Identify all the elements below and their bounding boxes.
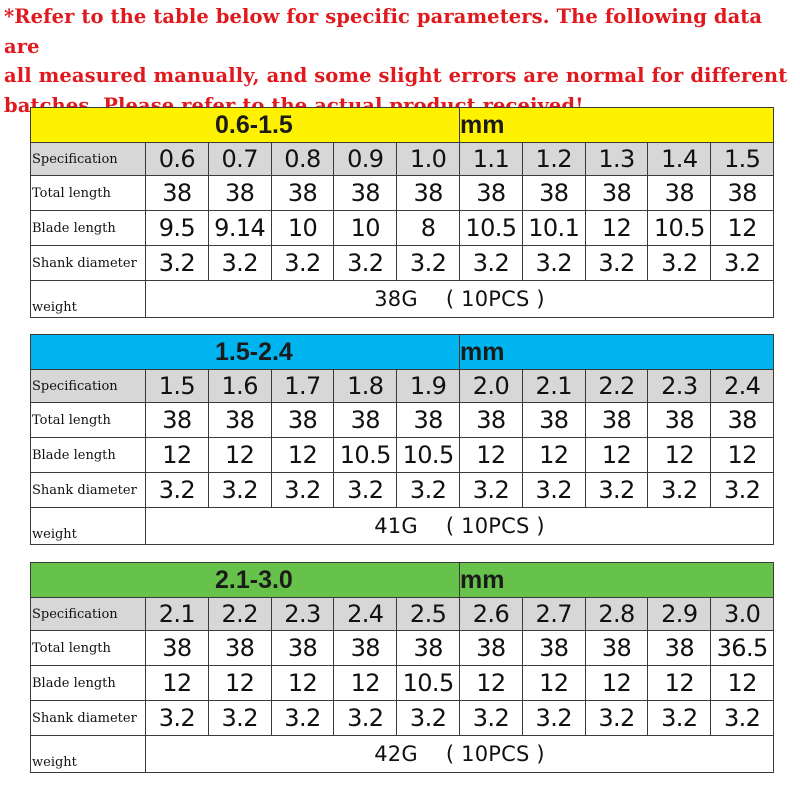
value-cell: 12 bbox=[334, 666, 397, 701]
size-range-title: 1.5-2.4 bbox=[31, 335, 460, 370]
value-cell: 38 bbox=[146, 403, 209, 438]
value-cell: 9.5 bbox=[146, 211, 209, 246]
value-cell: 38 bbox=[397, 631, 460, 666]
value-cell: 12 bbox=[711, 438, 774, 473]
row-label: Blade length bbox=[31, 666, 146, 701]
value-cell: 2.2 bbox=[208, 598, 271, 631]
value-cell: 2.4 bbox=[711, 370, 774, 403]
value-cell: 12 bbox=[522, 666, 585, 701]
value-cell: 2.6 bbox=[460, 598, 523, 631]
value-cell: 12 bbox=[711, 211, 774, 246]
value-cell: 3.2 bbox=[271, 246, 334, 281]
value-cell: 3.2 bbox=[397, 246, 460, 281]
value-cell: 10.5 bbox=[460, 211, 523, 246]
note-line-3: batches. Please refer to the actual product received! bbox=[4, 93, 584, 117]
value-cell: 12 bbox=[460, 438, 523, 473]
weight-row bbox=[31, 281, 774, 318]
value-cell: 3.2 bbox=[397, 701, 460, 736]
value-cell: 38 bbox=[271, 631, 334, 666]
row-label: weight bbox=[31, 736, 146, 773]
value-cell: 3.2 bbox=[711, 701, 774, 736]
value-cell: 3.2 bbox=[208, 701, 271, 736]
value-cell: 1.9 bbox=[397, 370, 460, 403]
blade-length-row bbox=[31, 666, 774, 701]
value-cell: 3.2 bbox=[585, 701, 648, 736]
value-cell: 3.2 bbox=[460, 701, 523, 736]
value-cell: 2.1 bbox=[522, 370, 585, 403]
value-cell: 2.2 bbox=[585, 370, 648, 403]
value-cell: 3.2 bbox=[711, 246, 774, 281]
piece-count: ( 10PCS ) bbox=[445, 287, 545, 311]
weight-value-cell bbox=[146, 736, 774, 773]
unit-label: mm bbox=[460, 108, 774, 143]
total-length-row bbox=[31, 176, 774, 211]
value-cell: 38 bbox=[648, 631, 711, 666]
spec-table-1 bbox=[30, 107, 774, 318]
weight-value: 41G bbox=[374, 514, 418, 538]
value-cell: 2.8 bbox=[585, 598, 648, 631]
size-range-title: 2.1-3.0 bbox=[31, 563, 460, 598]
value-cell: 8 bbox=[397, 211, 460, 246]
value-cell: 3.2 bbox=[146, 246, 209, 281]
row-label: Specification bbox=[31, 370, 146, 403]
piece-count: ( 10PCS ) bbox=[445, 742, 545, 766]
table-header-row bbox=[31, 563, 774, 598]
value-cell: 3.2 bbox=[648, 246, 711, 281]
weight-row bbox=[31, 508, 774, 545]
value-cell: 2.4 bbox=[334, 598, 397, 631]
value-cell: 10 bbox=[334, 211, 397, 246]
value-cell: 1.8 bbox=[334, 370, 397, 403]
row-label: Blade length bbox=[31, 438, 146, 473]
value-cell: 38 bbox=[397, 176, 460, 211]
value-cell: 3.2 bbox=[711, 473, 774, 508]
value-cell: 1.0 bbox=[397, 143, 460, 176]
spec-table-2 bbox=[30, 334, 774, 545]
piece-count: ( 10PCS ) bbox=[445, 514, 545, 538]
value-cell: 3.2 bbox=[648, 473, 711, 508]
value-cell: 3.2 bbox=[271, 473, 334, 508]
unit-label: mm bbox=[460, 335, 774, 370]
value-cell: 3.2 bbox=[397, 473, 460, 508]
value-cell: 12 bbox=[208, 666, 271, 701]
value-cell: 1.4 bbox=[648, 143, 711, 176]
value-cell: 0.8 bbox=[271, 143, 334, 176]
unit-label: mm bbox=[460, 563, 774, 598]
value-cell: 38 bbox=[208, 631, 271, 666]
value-cell: 0.6 bbox=[146, 143, 209, 176]
value-cell: 1.5 bbox=[146, 370, 209, 403]
value-cell: 10.5 bbox=[397, 438, 460, 473]
value-cell: 12 bbox=[146, 438, 209, 473]
value-cell: 12 bbox=[648, 666, 711, 701]
value-cell: 38 bbox=[334, 176, 397, 211]
value-cell: 2.3 bbox=[271, 598, 334, 631]
value-cell: 1.1 bbox=[460, 143, 523, 176]
value-cell: 3.2 bbox=[334, 701, 397, 736]
value-cell: 10 bbox=[271, 211, 334, 246]
shank-diameter-row bbox=[31, 473, 774, 508]
value-cell: 1.3 bbox=[585, 143, 648, 176]
value-cell: 38 bbox=[522, 403, 585, 438]
row-label: Shank diameter bbox=[31, 701, 146, 736]
value-cell: 1.2 bbox=[522, 143, 585, 176]
value-cell: 3.2 bbox=[334, 473, 397, 508]
value-cell: 3.2 bbox=[334, 246, 397, 281]
value-cell: 10.5 bbox=[334, 438, 397, 473]
value-cell: 38 bbox=[146, 631, 209, 666]
value-cell: 2.3 bbox=[648, 370, 711, 403]
value-cell: 9.14 bbox=[208, 211, 271, 246]
value-cell: 2.7 bbox=[522, 598, 585, 631]
value-cell: 1.7 bbox=[271, 370, 334, 403]
value-cell: 3.2 bbox=[146, 473, 209, 508]
table-header-row bbox=[31, 108, 774, 143]
value-cell: 10.1 bbox=[522, 211, 585, 246]
row-label: Total length bbox=[31, 631, 146, 666]
value-cell: 0.9 bbox=[334, 143, 397, 176]
value-cell: 2.1 bbox=[146, 598, 209, 631]
value-cell: 3.2 bbox=[208, 246, 271, 281]
value-cell: 12 bbox=[585, 211, 648, 246]
blade-length-row bbox=[31, 438, 774, 473]
value-cell: 38 bbox=[648, 403, 711, 438]
value-cell: 38 bbox=[711, 176, 774, 211]
value-cell: 2.5 bbox=[397, 598, 460, 631]
weight-value-cell bbox=[146, 508, 774, 545]
row-label: Total length bbox=[31, 176, 146, 211]
weight-row bbox=[31, 736, 774, 773]
value-cell: 3.2 bbox=[522, 246, 585, 281]
value-cell: 12 bbox=[460, 666, 523, 701]
value-cell: 3.2 bbox=[648, 701, 711, 736]
value-cell: 38 bbox=[522, 176, 585, 211]
value-cell: 2.0 bbox=[460, 370, 523, 403]
value-cell: 38 bbox=[397, 403, 460, 438]
value-cell: 3.2 bbox=[271, 701, 334, 736]
value-cell: 12 bbox=[585, 666, 648, 701]
spec-table-3 bbox=[30, 562, 774, 773]
value-cell: 3.2 bbox=[522, 473, 585, 508]
value-cell: 38 bbox=[271, 176, 334, 211]
value-cell: 3.2 bbox=[208, 473, 271, 508]
value-cell: 3.2 bbox=[460, 473, 523, 508]
value-cell: 10.5 bbox=[397, 666, 460, 701]
value-cell: 12 bbox=[522, 438, 585, 473]
weight-value-cell bbox=[146, 281, 774, 318]
row-label: Shank diameter bbox=[31, 473, 146, 508]
value-cell: 38 bbox=[334, 631, 397, 666]
size-range-title: 0.6-1.5 bbox=[31, 108, 460, 143]
note-line-1: *Refer to the table below for specific parameters. The following data are bbox=[4, 5, 763, 58]
weight-value: 42G bbox=[374, 742, 418, 766]
value-cell: 38 bbox=[146, 176, 209, 211]
weight-value: 38G bbox=[374, 287, 418, 311]
value-cell: 12 bbox=[271, 438, 334, 473]
value-cell: 38 bbox=[648, 176, 711, 211]
value-cell: 0.7 bbox=[208, 143, 271, 176]
value-cell: 3.2 bbox=[460, 246, 523, 281]
value-cell: 12 bbox=[271, 666, 334, 701]
value-cell: 12 bbox=[711, 666, 774, 701]
value-cell: 38 bbox=[460, 176, 523, 211]
value-cell: 38 bbox=[585, 403, 648, 438]
value-cell: 12 bbox=[146, 666, 209, 701]
value-cell: 38 bbox=[208, 403, 271, 438]
total-length-row bbox=[31, 403, 774, 438]
value-cell: 38 bbox=[208, 176, 271, 211]
shank-diameter-row bbox=[31, 701, 774, 736]
value-cell: 38 bbox=[711, 403, 774, 438]
value-cell: 38 bbox=[585, 176, 648, 211]
disclaimer-note bbox=[4, 2, 796, 120]
value-cell: 3.2 bbox=[146, 701, 209, 736]
blade-length-row bbox=[31, 211, 774, 246]
table-header-row bbox=[31, 335, 774, 370]
value-cell: 10.5 bbox=[648, 211, 711, 246]
value-cell: 12 bbox=[585, 438, 648, 473]
specification-row bbox=[31, 598, 774, 631]
value-cell: 1.6 bbox=[208, 370, 271, 403]
value-cell: 36.5 bbox=[711, 631, 774, 666]
total-length-row bbox=[31, 631, 774, 666]
value-cell: 38 bbox=[460, 631, 523, 666]
row-label: Specification bbox=[31, 598, 146, 631]
value-cell: 38 bbox=[460, 403, 523, 438]
note-line-2: all measured manually, and some slight errors are normal for different bbox=[4, 64, 788, 87]
value-cell: 38 bbox=[271, 403, 334, 438]
value-cell: 1.5 bbox=[711, 143, 774, 176]
shank-diameter-row bbox=[31, 246, 774, 281]
value-cell: 3.2 bbox=[585, 473, 648, 508]
row-label: Blade length bbox=[31, 211, 146, 246]
value-cell: 3.0 bbox=[711, 598, 774, 631]
specification-row bbox=[31, 143, 774, 176]
row-label: weight bbox=[31, 508, 146, 545]
specification-row bbox=[31, 370, 774, 403]
value-cell: 38 bbox=[522, 631, 585, 666]
value-cell: 12 bbox=[208, 438, 271, 473]
value-cell: 2.9 bbox=[648, 598, 711, 631]
value-cell: 3.2 bbox=[522, 701, 585, 736]
value-cell: 3.2 bbox=[585, 246, 648, 281]
value-cell: 38 bbox=[334, 403, 397, 438]
row-label: Specification bbox=[31, 143, 146, 176]
value-cell: 12 bbox=[648, 438, 711, 473]
row-label: Shank diameter bbox=[31, 246, 146, 281]
row-label: weight bbox=[31, 281, 146, 318]
row-label: Total length bbox=[31, 403, 146, 438]
value-cell: 38 bbox=[585, 631, 648, 666]
